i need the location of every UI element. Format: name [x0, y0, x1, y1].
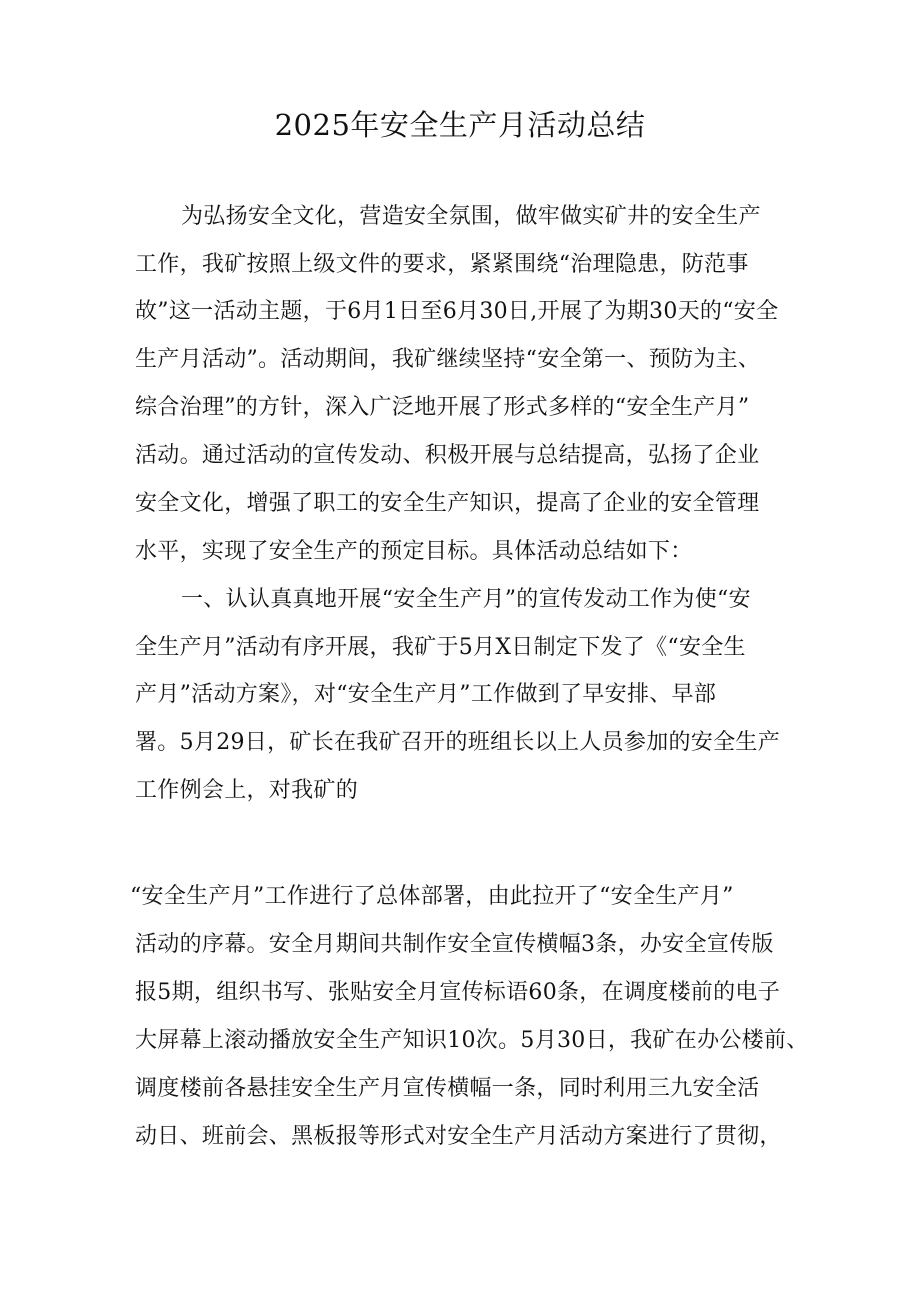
- body-line-12: 署。5月29日，矿长在我矿召开的班组长以上人员参加的安全生产: [135, 730, 780, 755]
- body-line-18: 调度楼前各悬挂安全生产月宣传横幅一条，同时利用三九安全活: [135, 1076, 760, 1101]
- body-line-5: 综合治理”的方针，深入广泛地开展了形式多样的“安全生产月”: [135, 395, 750, 420]
- body-line-11: 产月”活动方案》，对“安全生产月”工作做到了早安排、早部: [135, 682, 717, 707]
- body-line-14: “安全生产月”工作进行了总体部署，由此拉开了“安全生产月”: [130, 884, 734, 909]
- document-title: 2025年安全生产月活动总结: [274, 108, 646, 142]
- body-line-15: 活动的序幕。安全月期间共制作安全宣传横幅3条，办安全宣传版: [135, 932, 774, 957]
- body-line-16: 报5期，组织书写、张贴安全月宣传标语60条，在调度楼前的电子: [135, 980, 780, 1005]
- body-line-17: 大屏幕上滚动播放安全生产知识10次。5月30日，我矿在办公楼前、: [135, 1028, 809, 1053]
- body-line-10: 全生产月”活动有序开展，我矿于5月X日制定下发了《“安全生: [135, 635, 746, 660]
- body-line-6: 活动。通过活动的宣传发动、积极开展与总结提高，弘扬了企业: [135, 443, 760, 468]
- body-line-2: 工作，我矿按照上级文件的要求，紧紧围绕“治理隐患，防范事: [135, 252, 749, 277]
- body-line-3: 故”这一活动主题，于6月1日至6月30日,开展了为期30天的“安全: [135, 299, 779, 324]
- body-line-1: 为弘扬安全文化，营造安全氛围，做牢做实矿井的安全生产: [181, 204, 761, 229]
- body-line-8: 水平，实现了安全生产的预定目标。具体活动总结如下：: [135, 539, 693, 564]
- section-heading-1: 一、认认真真地开展“安全生产月”的宣传发动工作为使“安: [181, 587, 751, 612]
- body-line-19: 动日、班前会、黑板报等形式对安全生产月活动方案进行了贯彻，: [135, 1124, 782, 1149]
- body-line-4: 生产月活动”。活动期间，我矿继续坚持“安全第一、预防为主、: [135, 347, 761, 372]
- body-line-13: 工作例会上，对我矿的: [135, 778, 359, 803]
- body-line-7: 安全文化，增强了职工的安全生产知识，提高了企业的安全管理: [135, 491, 760, 516]
